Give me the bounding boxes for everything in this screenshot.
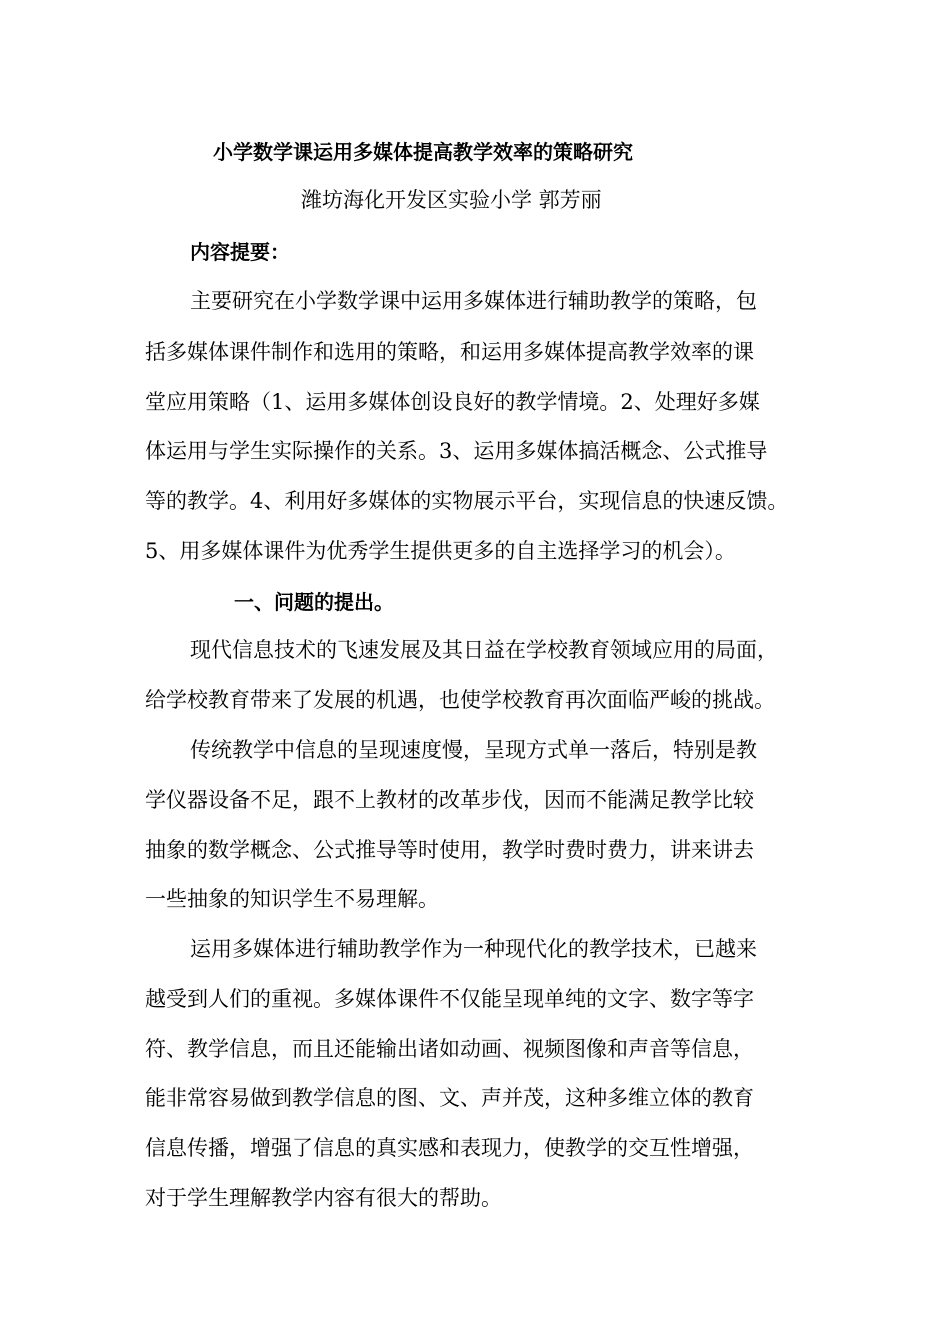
paragraph-line: 越受到人们的重视。多媒体课件不仅能呈现单纯的文字、数字等字 (145, 987, 754, 1011)
paragraph-line: 一些抽象的知识学生不易理解。 (145, 887, 439, 911)
abstract-line: 体运用与学生实际操作的关系。3、运用多媒体搞活概念、公式推导 (145, 439, 768, 463)
paragraph-line: 信息传播，增强了信息的真实感和表现力，使教学的交互性增强， (145, 1136, 754, 1160)
paragraph-line: 运用多媒体进行辅助教学作为一种现代化的教学技术，已越来 (190, 937, 757, 961)
paragraph-line: 符、教学信息，而且还能输出诸如动画、视频图像和声音等信息， (145, 1037, 754, 1061)
paragraph-line: 学仪器设备不足，跟不上教材的改革步伐，因而不能满足教学比较 (145, 788, 754, 812)
abstract-line: 主要研究在小学数学课中运用多媒体进行辅助教学的策略，包 (190, 289, 757, 313)
author-line: 潍坊海化开发区实验小学 郭芳丽 (301, 188, 602, 212)
paragraph-line: 抽象的数学概念、公式推导等时使用，教学时费时费力，讲来讲去 (145, 838, 754, 862)
document-title: 小学数学课运用多媒体提高教学效率的策略研究 (213, 140, 633, 164)
paragraph-line: 给学校教育带来了发展的机遇，也使学校教育再次面临严峻的挑战。 (145, 688, 775, 712)
paragraph-line: 对于学生理解教学内容有很大的帮助。 (145, 1186, 502, 1210)
paragraph-line: 能非常容易做到教学信息的图、文、声并茂，这种多维立体的教育 (145, 1086, 754, 1110)
abstract-heading: 内容提要： (190, 240, 290, 264)
paragraph-line: 现代信息技术的飞速发展及其日益在学校教育领域应用的局面， (190, 638, 778, 662)
section-heading: 一、问题的提出。 (234, 590, 394, 614)
abstract-line: 5、用多媒体课件为优秀学生提供更多的自主选择学习的机会）。 (145, 539, 736, 563)
abstract-line: 等的教学。4、利用好多媒体的实物展示平台，实现信息的快速反馈。 (145, 489, 789, 513)
abstract-line: 括多媒体课件制作和选用的策略，和运用多媒体提高教学效率的课 (145, 340, 754, 364)
paragraph-line: 传统教学中信息的呈现速度慢，呈现方式单一落后，特别是教 (190, 738, 757, 762)
abstract-line: 堂应用策略（1、运用多媒体创设良好的教学情境。2、处理好多媒 (145, 390, 760, 414)
